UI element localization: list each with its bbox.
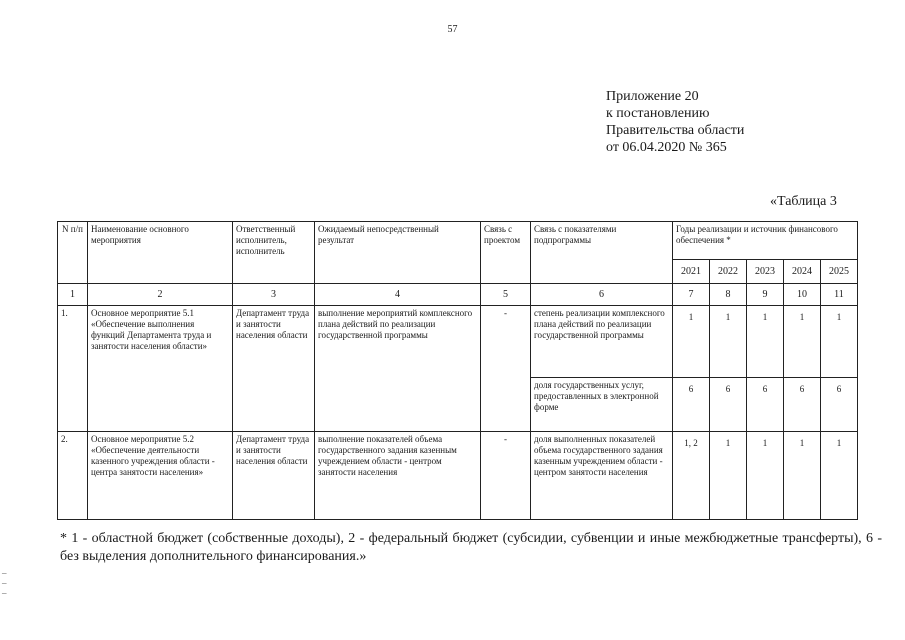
row-indicator: степень реализации комплексного плана действий по реализации государственной программы bbox=[531, 306, 673, 378]
row-value: 1 bbox=[821, 306, 858, 378]
header-year: 2021 bbox=[673, 260, 710, 284]
appendix-line: Правительства области bbox=[606, 123, 745, 138]
table-row bbox=[58, 306, 858, 378]
table-row bbox=[58, 432, 858, 520]
row-num: 2. bbox=[58, 432, 88, 520]
header-num: N п/п bbox=[58, 222, 88, 284]
row-value: 1 bbox=[784, 432, 821, 520]
column-number: 6 bbox=[531, 284, 673, 306]
scan-margin-mark: – – – bbox=[2, 568, 7, 598]
row-value: 1 bbox=[784, 306, 821, 378]
header-row bbox=[58, 222, 858, 260]
header-year: 2023 bbox=[747, 260, 784, 284]
row-indicator: доля государственных услуг, предоставленных в электронной форме bbox=[531, 378, 673, 432]
header-result: Ожидаемый непосредственный результат bbox=[315, 222, 481, 284]
row-value: 6 bbox=[710, 378, 747, 432]
column-number: 9 bbox=[747, 284, 784, 306]
column-number: 7 bbox=[673, 284, 710, 306]
row-indicator: доля выполненных показателей объема государственного задания казенным учреждением области - центром занятости населения bbox=[531, 432, 673, 520]
header-years-group: Годы реализации и источник финансового обеспечения * bbox=[673, 222, 858, 260]
row-executor: Департамент труда и занятости населения области bbox=[233, 306, 315, 432]
page-number: 57 bbox=[447, 24, 458, 35]
header-year: 2025 bbox=[821, 260, 858, 284]
column-number-row bbox=[58, 284, 858, 306]
row-value: 6 bbox=[821, 378, 858, 432]
appendix-block bbox=[606, 88, 744, 156]
column-number: 2 bbox=[88, 284, 233, 306]
column-number: 5 bbox=[481, 284, 531, 306]
measures-table bbox=[57, 221, 858, 520]
row-link-project: - bbox=[481, 432, 531, 520]
column-number: 4 bbox=[315, 284, 481, 306]
row-value: 1 bbox=[747, 306, 784, 378]
row-name: Основное мероприятие 5.2 «Обеспечение деятельности казенного учреждения области - центра занятости населения» bbox=[88, 432, 233, 520]
row-result: выполнение мероприятий комплексного плана действий по реализации государственной программы bbox=[315, 306, 481, 432]
row-value: 1 bbox=[710, 432, 747, 520]
header-link-indicators: Связь с показателями подпрограммы bbox=[531, 222, 673, 284]
appendix-line: Приложение 20 bbox=[606, 89, 699, 104]
header-year: 2022 bbox=[710, 260, 747, 284]
column-number: 8 bbox=[710, 284, 747, 306]
footnote: * 1 - областной бюджет (собственные доходы), 2 - федеральный бюджет (субсидии, субвенции и иные межбюджетные трансферты), 6 - без выделения дополнительного финансирования.» bbox=[60, 531, 882, 564]
row-value: 1 bbox=[673, 306, 710, 378]
row-link-project: - bbox=[481, 306, 531, 432]
header-link-project: Связь с проектом bbox=[481, 222, 531, 284]
row-name: Основное мероприятие 5.1 «Обеспечение выполнения функций Департамента труда и занятости населения области» bbox=[88, 306, 233, 432]
row-value: 1 bbox=[821, 432, 858, 520]
row-value: 1 bbox=[710, 306, 747, 378]
row-value: 1 bbox=[747, 432, 784, 520]
column-number: 1 bbox=[58, 284, 88, 306]
row-value: 1, 2 bbox=[673, 432, 710, 520]
header-executor: Ответственный исполнитель, исполнитель bbox=[233, 222, 315, 284]
row-value: 6 bbox=[784, 378, 821, 432]
appendix-line: от 06.04.2020 № 365 bbox=[606, 140, 727, 155]
header-name: Наименование основного мероприятия bbox=[88, 222, 233, 284]
table-caption: «Таблица 3 bbox=[770, 194, 837, 209]
column-number: 11 bbox=[821, 284, 858, 306]
row-value: 6 bbox=[747, 378, 784, 432]
row-result: выполнение показателей объема государственного задания казенным учреждением области - центром занятости населения bbox=[315, 432, 481, 520]
header-year: 2024 bbox=[784, 260, 821, 284]
appendix-line: к постановлению bbox=[606, 106, 710, 121]
row-num: 1. bbox=[58, 306, 88, 432]
column-number: 10 bbox=[784, 284, 821, 306]
row-executor: Департамент труда и занятости населения области bbox=[233, 432, 315, 520]
column-number: 3 bbox=[233, 284, 315, 306]
row-value: 6 bbox=[673, 378, 710, 432]
